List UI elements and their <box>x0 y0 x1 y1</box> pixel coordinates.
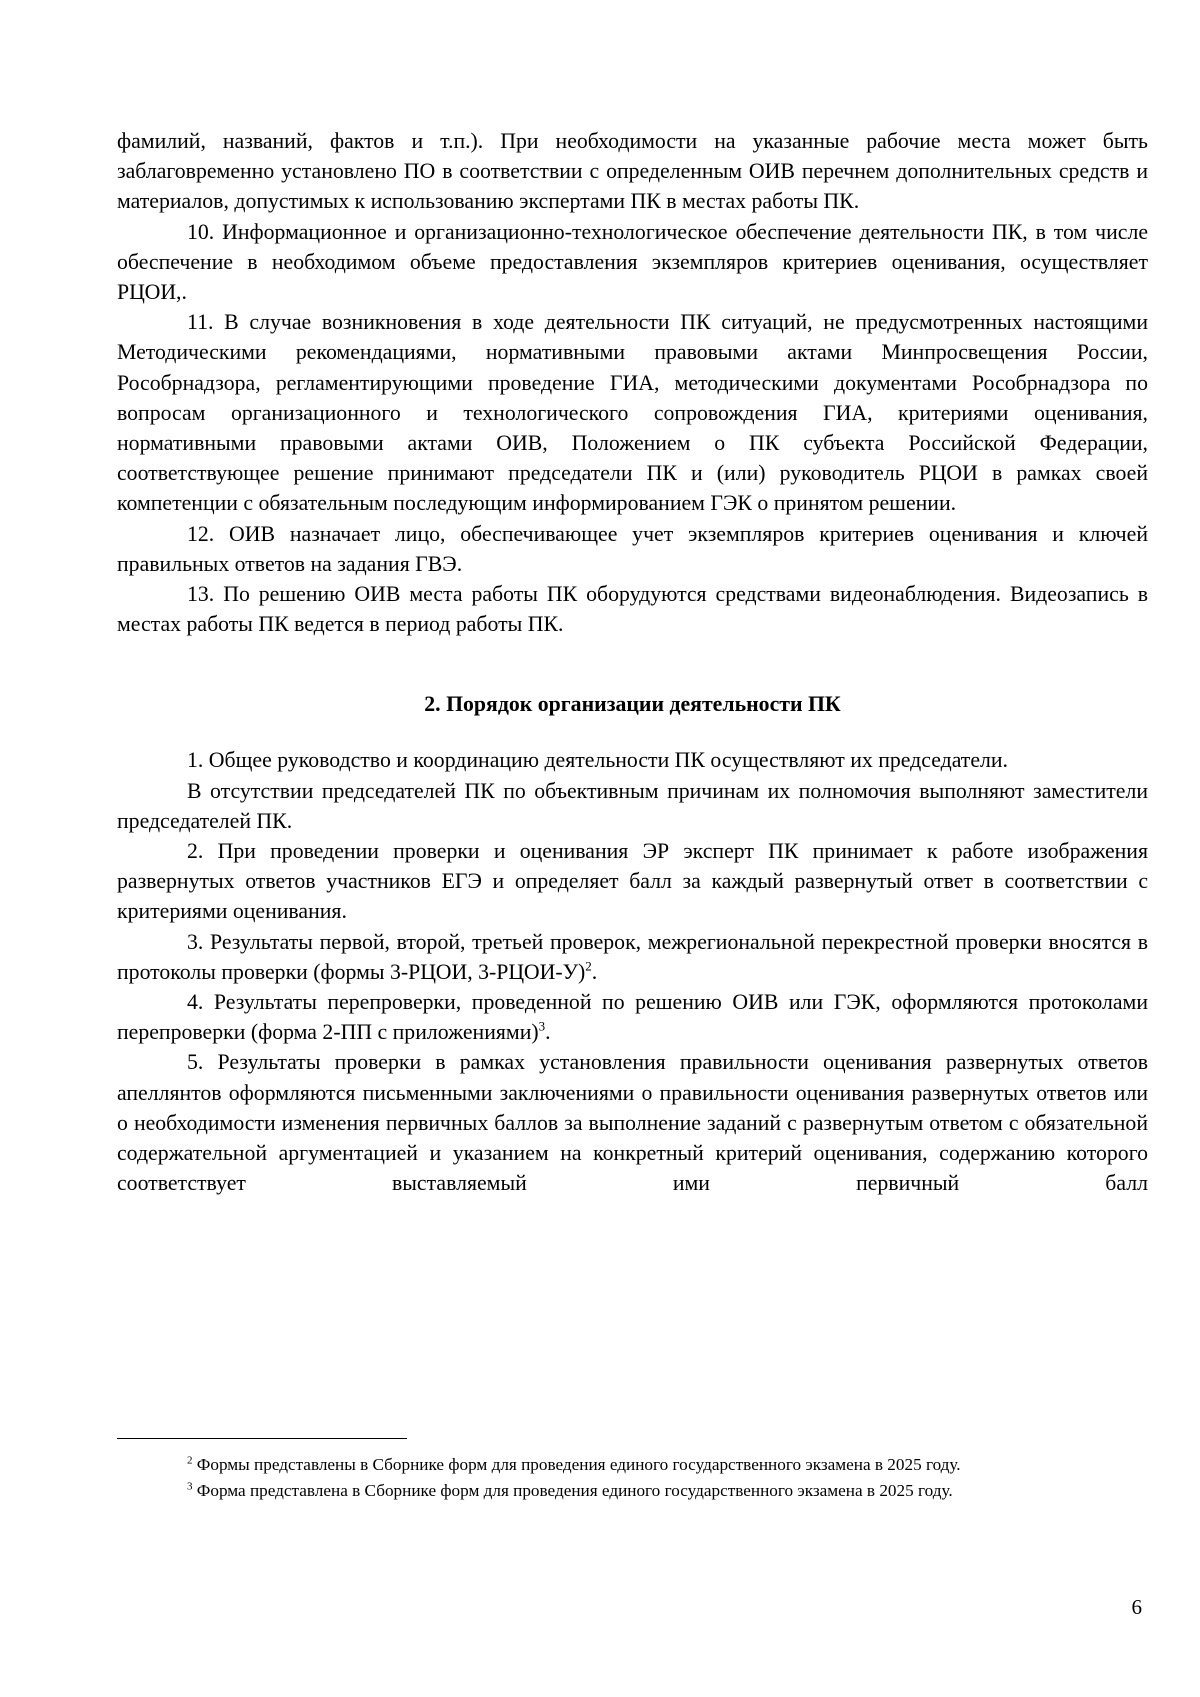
paragraph-item-13: 13. По решению ОИВ места работы ПК оборудуются средствами видеонаблюдения. Видеозапись в местах работы ПК ведется в период работы ПК. <box>117 582 1148 637</box>
footnote-3-text: Форма представлена в Сборнике форм для проведения единого государственного экзамена в 2025 году. <box>192 1481 953 1501</box>
footnote-2-text: Формы представлены в Сборнике форм для проведения единого государственного экзамена в 2025 году. <box>192 1455 961 1474</box>
section-paragraph-4-end: . <box>545 1020 551 1045</box>
footnote-ref-2[interactable]: 2 <box>585 958 592 974</box>
section-paragraph-5: 5. Результаты проверки в рамках установления правильности оценивания развернутых ответов апеллянтов оформляются письменными заключениями о правильности оценивания развернутых ответов или о необходимости изменения первичных баллов за выполнение заданий с развернутым ответом с обязательной содержательной аргументацией и указанием на конкретный критерий оценивания, содержанию которого соответствует выставляемый ими первичный балл <box>117 1050 1148 1196</box>
section-paragraph-4 <box>117 987 1148 1047</box>
section-paragraph-4-text: 4. Результаты перепроверки, проведенной по решению ОИВ или ГЭК, оформляются протоколами перепроверки (форма 2-ПП с приложениями) <box>117 990 1148 1045</box>
section-paragraph-1b: В отсутствии председателей ПК по объективным причинам их полномочия выполняют заместители председателей ПК. <box>117 778 1148 833</box>
section-paragraph-3 <box>117 927 1148 987</box>
section-heading: 2. Порядок организации деятельности ПК <box>424 692 841 717</box>
footnote-2 <box>117 1452 1148 1478</box>
section-paragraph-3-text: 3. Результаты первой, второй, третьей проверок, межрегиональной перекрестной проверки вносятся в протоколы проверки (формы 3-РЦОИ, 3-РЦОИ-У) <box>117 929 1148 984</box>
footnotes <box>117 1452 1148 1505</box>
paragraph-item-10: 10. Информационное и организационно-технологическое обеспечение деятельности ПК, в том числе обеспечение в необходимом объеме предоставления экземпляров критериев оценивания, осуществляет РЦОИ,. <box>117 219 1148 305</box>
section-paragraph-1: 1. Общее руководство и координацию деятельности ПК осуществляют их председатели. <box>187 748 1008 773</box>
footnote-separator <box>117 1438 407 1439</box>
paragraph-item-11: 11. В случае возникновения в ходе деятельности ПК ситуаций, не предусмотренных настоящими Методическими рекомендациями, нормативными правовыми актами Минпросвещения России, Рособрнадзора, регламентирующими проведение ГИА, методическими документами Рособрнадзора по вопросам организационного и технологического сопровождения ГИА, критериями оценивания, нормативными правовыми актами ОИВ, Положением о ПК субъекта Российской Федерации, соответствующее решение принимают председатели ПК и (или) руководитель РЦОИ в рамках своей компетенции с обязательным последующим информированием ГЭК о принятом решении. <box>117 310 1148 516</box>
footnote-3 <box>117 1478 1148 1504</box>
document-body <box>117 126 1148 1199</box>
page-number: 6 <box>1131 1595 1142 1619</box>
paragraph-continuation: фамилий, названий, фактов и т.п.). При необходимости на указанные рабочие места может быть заблаговременно установлено ПО в соответствии с определенным ОИВ перечнем дополнительных средств и материалов, допустимых к использованию экспертами ПК в местах работы ПК. <box>117 129 1148 214</box>
paragraph-item-12: 12. ОИВ назначает лицо, обеспечивающее учет экземпляров критериев оценивания и ключей правильных ответов на задания ГВЭ. <box>117 521 1148 576</box>
section-paragraph-3-end: . <box>591 959 598 984</box>
section-paragraph-2: 2. При проведении проверки и оценивания ЭР эксперт ПК принимает к работе изображения развернутых ответов участников ЕГЭ и определяет балл за каждый развернутый ответ в соответствии с критериями оценивания. <box>117 839 1148 924</box>
footnote-mark-3: 3 <box>187 1480 193 1493</box>
footnote-mark-2: 2 <box>187 1454 193 1467</box>
footnote-ref-3[interactable]: 3 <box>538 1019 546 1035</box>
